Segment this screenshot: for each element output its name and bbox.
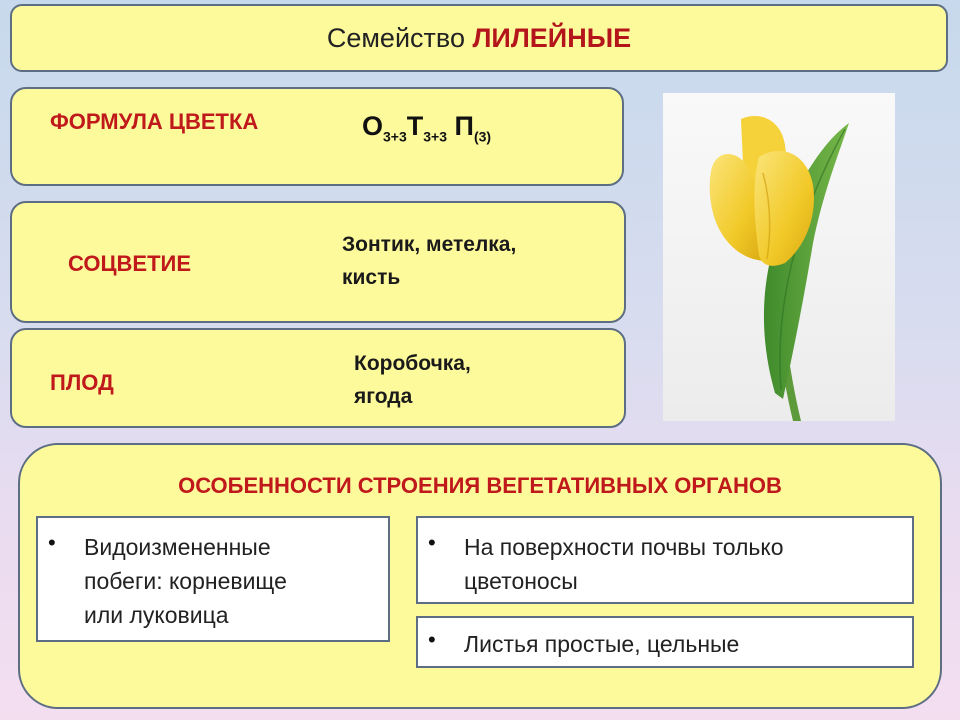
feature-2-line2: цветоносы (464, 568, 578, 594)
feature-1-line1: Видоизмененные (84, 534, 271, 560)
tulip-photo (663, 93, 895, 421)
list-item (48, 530, 287, 632)
feature-1-line2: побеги: корневище (84, 568, 287, 594)
title-highlight: ЛИЛЕЙНЫЕ (472, 23, 632, 53)
bullet-icon: • (428, 627, 436, 652)
list-item (428, 530, 784, 598)
inflorescence-box (10, 201, 626, 323)
formula-label: ФОРМУЛА ЦВЕТКА (50, 109, 259, 134)
inflorescence-value (342, 228, 516, 294)
bullet-icon: • (48, 530, 56, 555)
feature-1-line3: или луковица (84, 602, 229, 628)
title-prefix: Семейство (326, 23, 465, 53)
features-title: ОСОБЕННОСТИ СТРОЕНИЯ ВЕГЕТАТИВНЫХ ОРГАНОВ (178, 473, 782, 498)
formula-o-sub: 3+3 (383, 128, 407, 145)
tulip-icon (663, 93, 895, 421)
formula-t: Т (406, 111, 424, 141)
formula-o: О (362, 111, 384, 141)
fruit-box (10, 328, 626, 428)
formula-p: П (454, 111, 474, 141)
fruit-value (354, 347, 471, 413)
flower-formula (362, 111, 491, 144)
feature-card-1 (36, 516, 390, 642)
feature-text-3 (464, 627, 739, 661)
formula-box (10, 87, 624, 186)
fruit-value-line2: ягода (354, 385, 413, 408)
inflorescence-label: СОЦВЕТИЕ (68, 251, 192, 276)
fruit-value-line1: Коробочка, (354, 352, 471, 375)
formula-p-sub: (3) (473, 128, 492, 145)
feature-card-2 (416, 516, 914, 604)
feature-3-line1: Листья простые, цельные (464, 631, 740, 657)
slide-title (12, 23, 946, 54)
title-banner (10, 4, 948, 72)
inflorescence-value-line1: Зонтик, метелка, (342, 233, 517, 256)
fruit-label: ПЛОД (50, 370, 114, 395)
feature-text-2 (464, 530, 784, 598)
list-item (428, 627, 739, 661)
inflorescence-value-line2: кисть (342, 266, 401, 289)
formula-t-sub: 3+3 (423, 128, 448, 145)
bullet-icon: • (428, 530, 436, 555)
feature-card-3 (416, 616, 914, 668)
feature-text-1 (84, 530, 287, 632)
feature-2-line1: На поверхности почвы только (464, 534, 784, 560)
